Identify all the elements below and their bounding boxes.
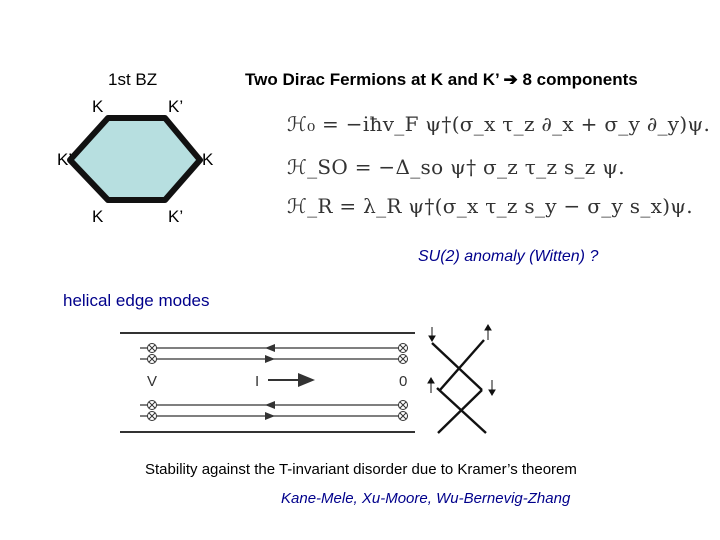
hex-label-bottom-left: K bbox=[92, 207, 104, 226]
hex-label-top-left: K bbox=[92, 97, 104, 116]
su2-anomaly-note: SU(2) anomaly (Witten) ? bbox=[418, 248, 599, 265]
dispersion-crossing-icon bbox=[432, 340, 486, 433]
hex-label-mid-left: K’ bbox=[57, 150, 73, 169]
spin-arrow-icons bbox=[428, 325, 495, 395]
hex-label-top-right: K’ bbox=[168, 97, 184, 116]
equation-h0: ℋ₀ = −iħv_F ψ†(σ_x τ_z ∂_x + σ_y ∂_y)ψ. bbox=[287, 112, 711, 136]
edge-modes-diagram bbox=[120, 333, 415, 432]
edge-label-v: V bbox=[147, 373, 158, 390]
edge-label-i: I bbox=[255, 373, 260, 390]
main-title-text: Two Dirac Fermions at K and K’ bbox=[245, 70, 504, 89]
equation-hr: ℋ_R = λ_R ψ†(σ_x τ_z s_y − σ_y s_x)ψ. bbox=[287, 194, 693, 218]
helical-edge-title: helical edge modes bbox=[63, 291, 210, 310]
equation-hso: ℋ_SO = −Δ_so ψ† σ_z τ_z s_z ψ. bbox=[287, 155, 625, 179]
hex-label-mid-right: K bbox=[202, 150, 214, 169]
stability-text: Stability against the T-invariant disorder due to Kramer’s theorem bbox=[145, 461, 577, 478]
references: Kane-Mele, Xu-Moore, Wu-Bernevig-Zhang bbox=[281, 490, 571, 507]
hex-label-bottom-right: K’ bbox=[168, 207, 184, 226]
brillouin-zone-hexagon bbox=[70, 118, 200, 200]
edge-dot-icons bbox=[148, 344, 408, 421]
bz-title: 1st BZ bbox=[108, 70, 158, 89]
edge-label-zero: 0 bbox=[399, 373, 408, 390]
main-title-tail: 8 components bbox=[517, 70, 638, 89]
arrow-icon: ➔ bbox=[503, 70, 518, 89]
